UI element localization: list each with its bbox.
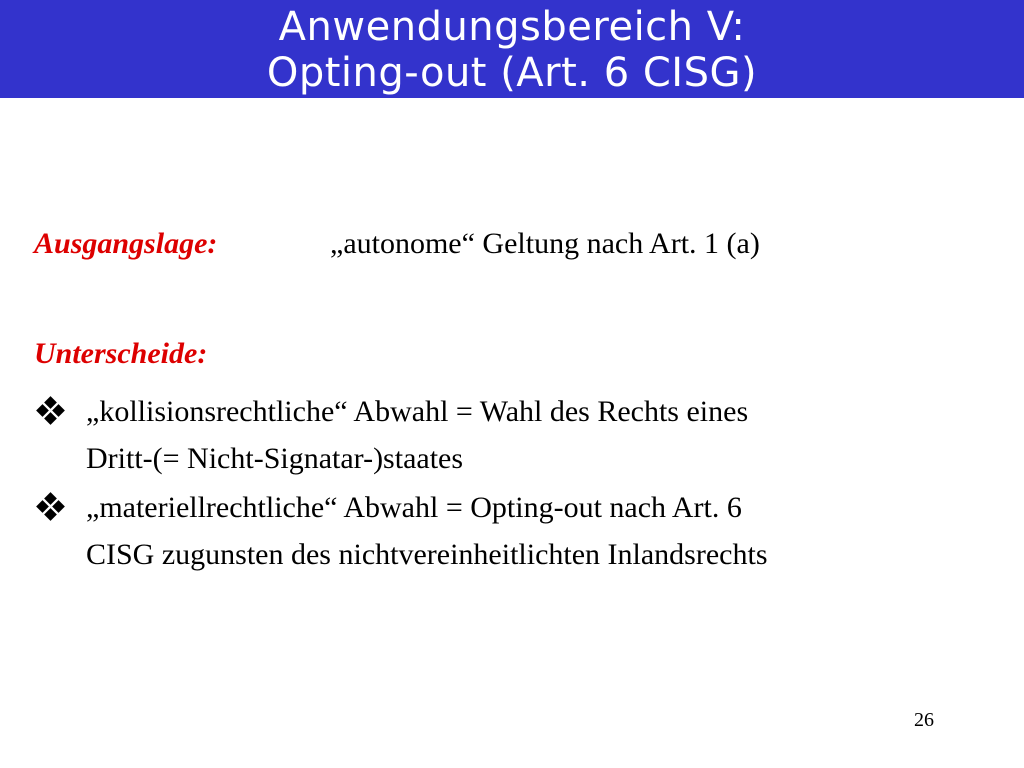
bullet-2-line-2: CISG zugunsten des nichtvereinheitlichten Inlandsrechts [86, 538, 768, 571]
bullet-1-line-1: „kollisionsrechtliche“ Abwahl = Wahl des Rechts eines [86, 395, 749, 428]
diamond-bullet-icon [38, 494, 64, 520]
bullet-2-line-1: „materiellrechtliche“ Abwahl = Opting-out nach Art. 6 [86, 491, 742, 524]
title-bar [0, 0, 1024, 98]
diamond-bullet-icon [38, 398, 64, 424]
slide-title-line-1: Anwendungsbereich V: [278, 4, 746, 50]
slide-title-line-2: Opting-out (Art. 6 CISG) [266, 50, 758, 96]
bullet-1-line-2: Dritt-(= Nicht-Signatar-)staates [86, 442, 464, 475]
ausgangslage-label: Ausgangslage: [34, 227, 218, 260]
unterscheide-label: Unterscheide: [34, 337, 208, 370]
ausgangslage-text: „autonome“ Geltung nach Art. 1 (a) [330, 227, 760, 260]
page-number: 26 [914, 709, 934, 731]
